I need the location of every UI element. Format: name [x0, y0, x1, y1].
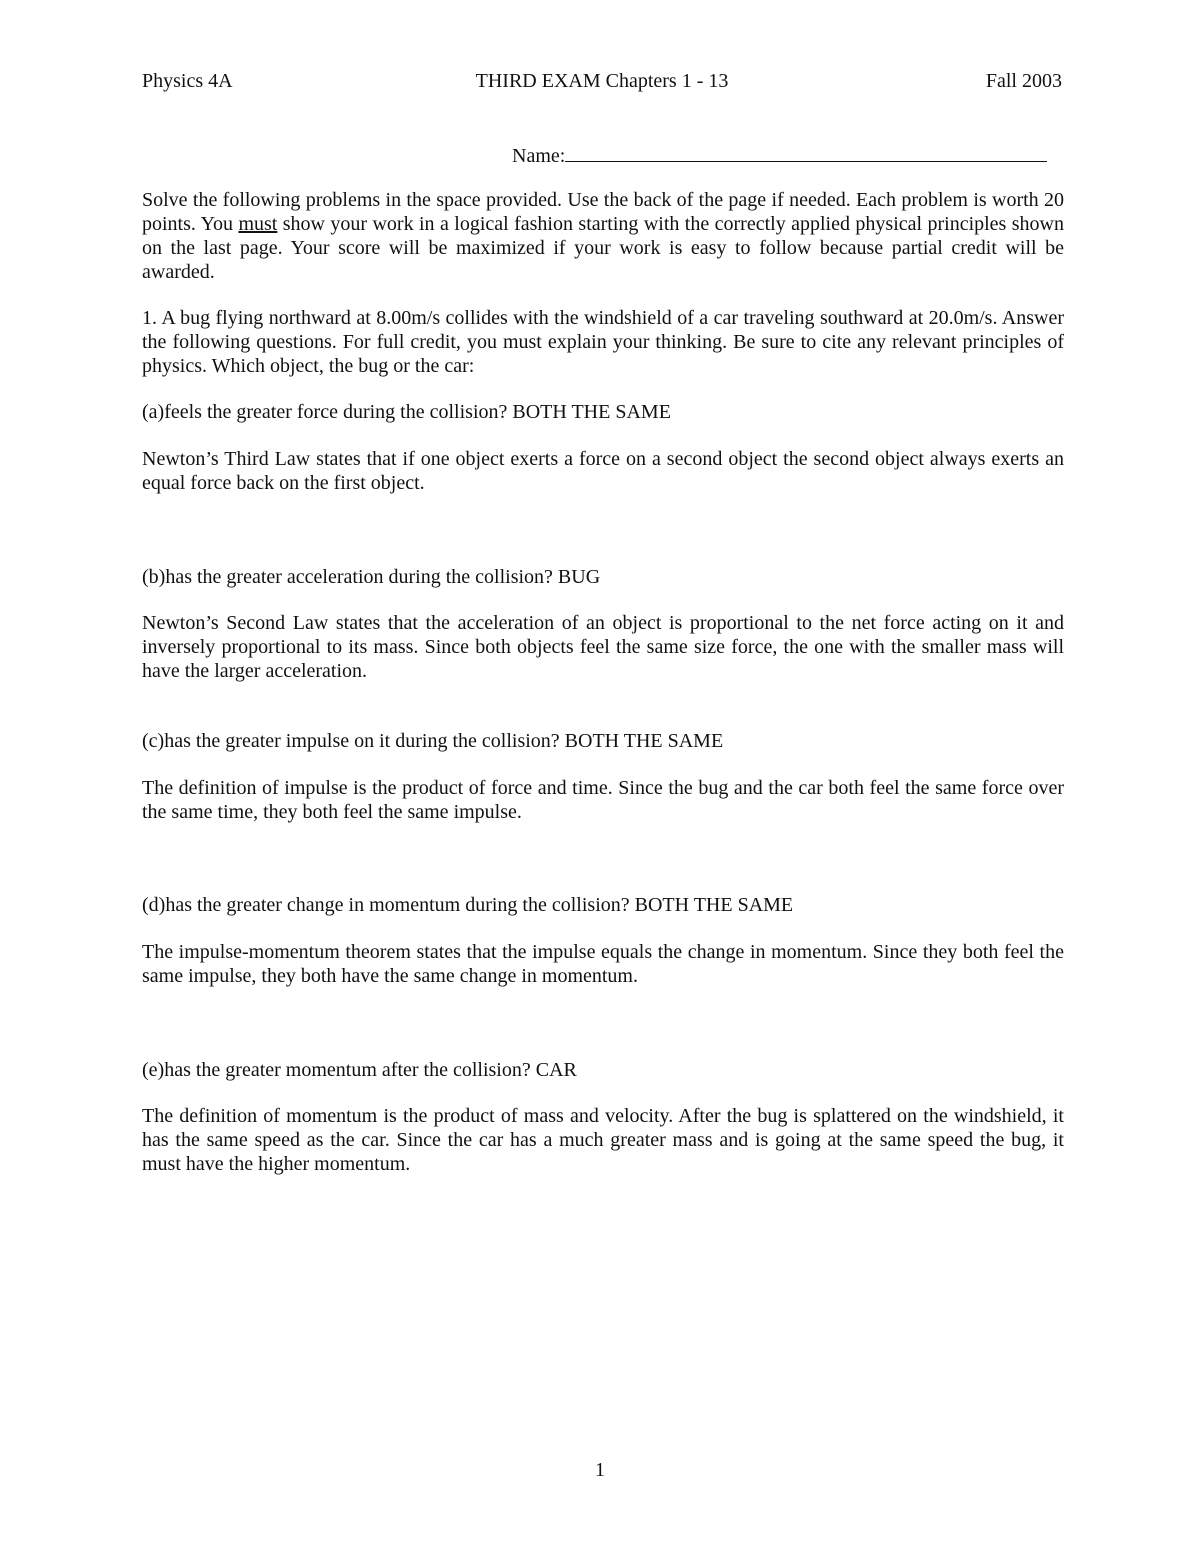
answer-d: The impulse-momentum theorem states that the impulse equals the change in momentum. Since they both feel the same impulse, they both have the same change in momentum. — [142, 941, 1064, 987]
instructions-text-1: Solve the following problems in the space provided. Use the back of the page if needed. Each problem is worth 20 points. You — [142, 189, 1064, 235]
page-header — [142, 70, 1062, 96]
question-d: (d)has the greater change in momentum during the collision? BOTH THE SAME — [142, 894, 794, 916]
exam-title: THIRD EXAM Chapters 1 - 13 — [475, 70, 729, 92]
question-c: (c)has the greater impulse on it during the collision? BOTH THE SAME — [142, 730, 724, 752]
name-field — [512, 143, 1047, 168]
name-label: Name: — [512, 145, 566, 167]
problem-statement: 1. A bug flying northward at 8.00m/s collides with the windshield of a car traveling southward at 20.0m/s. Answer the following questions. For full credit, you must explain your thinking. Be sure to cite any relevant principles of physics. Which object, the bug or the car: — [142, 307, 1064, 377]
page-number: 1 — [595, 1459, 605, 1481]
answer-e: The definition of momentum is the product of mass and velocity. After the bug is splattered on the windshield, it has the same speed as the car. Since the car has a much greater mass and is going at the same speed the bug, it must have the higher momentum. — [142, 1105, 1064, 1175]
exam-term: Fall 2003 — [985, 70, 1062, 92]
course-name: Physics 4A — [142, 70, 233, 92]
question-a: (a)feels the greater force during the collision? BOTH THE SAME — [142, 401, 671, 423]
name-blank-line — [565, 143, 1047, 162]
instructions-text-2: show your work in a logical fashion starting with the correctly applied physical principles shown on the last page. Your score will be maximized if your work is easy to follow because partial credit will be awarded. — [142, 213, 1064, 283]
instructions-emphasis: must — [238, 213, 278, 235]
answer-a: Newton’s Third Law states that if one object exerts a force on a second object the second object always exerts an equal force back on the first object. — [142, 448, 1064, 494]
instructions-paragraph — [142, 188, 1064, 284]
question-e: (e)has the greater momentum after the collision? CAR — [142, 1059, 577, 1081]
question-b: (b)has the greater acceleration during the collision? BUG — [142, 566, 601, 588]
answer-c: The definition of impulse is the product of force and time. Since the bug and the car both feel the same force over the same time, they both feel the same impulse. — [142, 777, 1064, 823]
answer-b: Newton’s Second Law states that the acceleration of an object is proportional to the net force acting on it and inversely proportional to its mass. Since both objects feel the same size force, the one with the smaller mass will have the larger acceleration. — [142, 612, 1064, 682]
